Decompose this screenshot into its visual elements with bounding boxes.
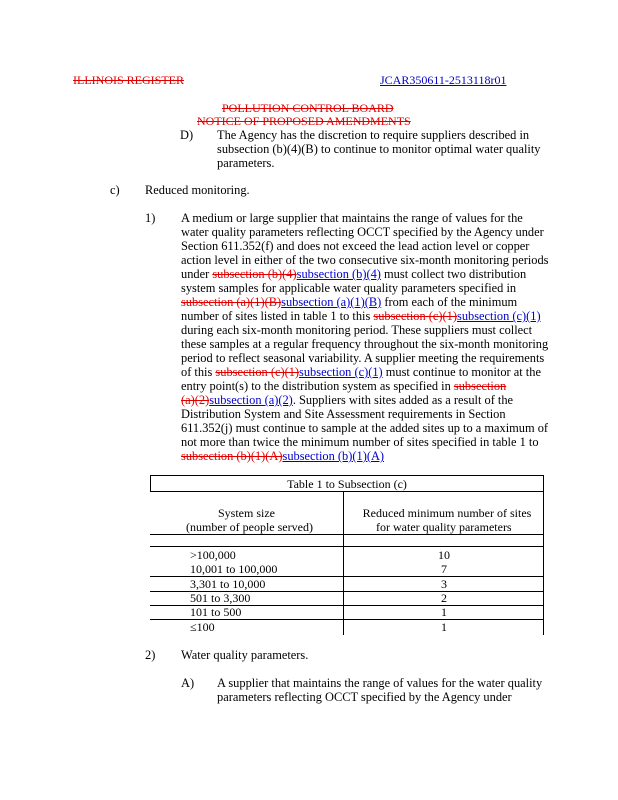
text: number of sites listed in table 1 to this (181, 309, 374, 323)
line (181, 365, 586, 379)
table-top-border (150, 475, 544, 476)
table-row-sites: 3 (441, 577, 447, 591)
item-d-label: D) (180, 128, 194, 142)
deleted-text: subsection (c)(1) (215, 365, 300, 379)
inserted-text: subsection (a)(1)(B) (281, 295, 382, 309)
item-1-paragraph (181, 211, 586, 463)
col1-header: System size (218, 506, 275, 520)
line: Section 611.352(f) and does not exceed the lead action level or copper (181, 239, 530, 253)
text: . Suppliers with sites added as a result of the (292, 393, 514, 407)
deleted-text: subsection (453, 379, 507, 393)
table-column-divider (343, 491, 344, 635)
line: system samples for applicable water quality parameters specified in (181, 281, 517, 295)
item-a-label: A) (181, 676, 195, 690)
table-row-size: ≤100 (190, 620, 215, 634)
table-row-sites: 1 (441, 620, 447, 634)
section-c-label: c) (110, 183, 120, 197)
item-d-line: The Agency has the discretion to require suppliers described in (217, 128, 530, 142)
table-row-size: >100,000 (190, 548, 236, 562)
text: must collect two distribution (380, 267, 527, 281)
col2-header: Reduced minimum number of sites (362, 506, 532, 520)
text: under (181, 267, 213, 281)
col2-header-sub: for water quality parameters (376, 520, 512, 534)
notice-title: NOTICE OF PROPOSED AMENDMENTS (197, 114, 411, 128)
item-d-line: parameters. (217, 156, 275, 170)
item-2-label: 2) (145, 648, 156, 662)
line (181, 393, 586, 407)
line (181, 379, 586, 393)
deleted-text: (a)(2) (181, 393, 210, 407)
table-row-size: 10,001 to 100,000 (190, 562, 278, 576)
table-title: Table 1 to Subsection (c) (287, 477, 407, 491)
line: period to reflect seasonal variability. A supplier meeting the requirements (181, 351, 545, 365)
text: must continue to monitor at the (382, 365, 541, 379)
item-1-label: 1) (145, 211, 156, 225)
line (181, 295, 586, 309)
line (181, 449, 586, 463)
inserted-text: subsection (a)(2) (209, 393, 293, 407)
table-row-size: 3,301 to 10,000 (190, 577, 266, 591)
text: entry point(s) to the distribution system as specified in (181, 379, 454, 393)
line (181, 309, 586, 323)
table-header-bottom (150, 534, 544, 535)
register-title: ILLINOIS REGISTER (73, 73, 184, 87)
table-row-sites: 7 (441, 562, 447, 576)
text: of this (181, 365, 216, 379)
jcar-reference: JCAR350611-2513118r01 (380, 73, 507, 87)
deleted-text: subsection (b)(4) (212, 267, 297, 281)
table-row-sites: 2 (441, 591, 447, 605)
line (181, 267, 586, 281)
line: these samples at a regular frequency throughout the six-month monitoring (181, 337, 549, 351)
item-2-title: Water quality parameters. (181, 648, 309, 662)
section-c-title: Reduced monitoring. (145, 183, 250, 197)
col1-header-sub: (number of people served) (186, 520, 313, 534)
deleted-text: subsection (c)(1) (373, 309, 457, 323)
line: water quality parameters reflecting OCCT specified by the Agency under (181, 225, 544, 239)
line: action level in either of the two consecutive six-month monitoring periods (181, 253, 549, 267)
inserted-text: subsection (b)(4) (296, 267, 381, 281)
inserted-text: subsection (b)(1)(A) (282, 449, 385, 463)
deleted-text: subsection (a)(1)(B) (181, 295, 282, 309)
table-row-sites: 10 (438, 548, 450, 562)
board-name: POLLUTION CONTROL BOARD (222, 101, 394, 115)
item-a-line: parameters reflecting OCCT specified by the Agency under (217, 690, 512, 704)
table-row-size: 501 to 3,300 (190, 591, 251, 605)
inserted-text: subsection (c)(1) (457, 309, 541, 323)
text: from each of the minimum (381, 295, 518, 309)
line: not more than twice the minimum number of sites specified in table 1 to (181, 435, 539, 449)
line: Distribution System and Site Assessment requirements in Section (181, 407, 506, 421)
line: 611.352(j) must continue to sample at the added sites up to a maximum of (181, 421, 549, 435)
item-d-line: subsection (b)(4)(B) to continue to monitor optimal water quality (217, 142, 541, 156)
item-d-text (217, 128, 540, 170)
item-a-text (217, 676, 542, 704)
table-body-top (150, 546, 544, 547)
line: A medium or large supplier that maintains the range of values for the (181, 211, 523, 225)
deleted-text: subsection (b)(1)(A) (181, 449, 283, 463)
inserted-text: subsection (c)(1) (299, 365, 383, 379)
table-row-sites: 1 (441, 605, 447, 619)
item-a-line: A supplier that maintains the range of values for the water quality (217, 676, 543, 690)
table-row-size: 101 to 500 (190, 605, 242, 619)
line: during each six-month monitoring period. These suppliers must collect (181, 323, 533, 337)
